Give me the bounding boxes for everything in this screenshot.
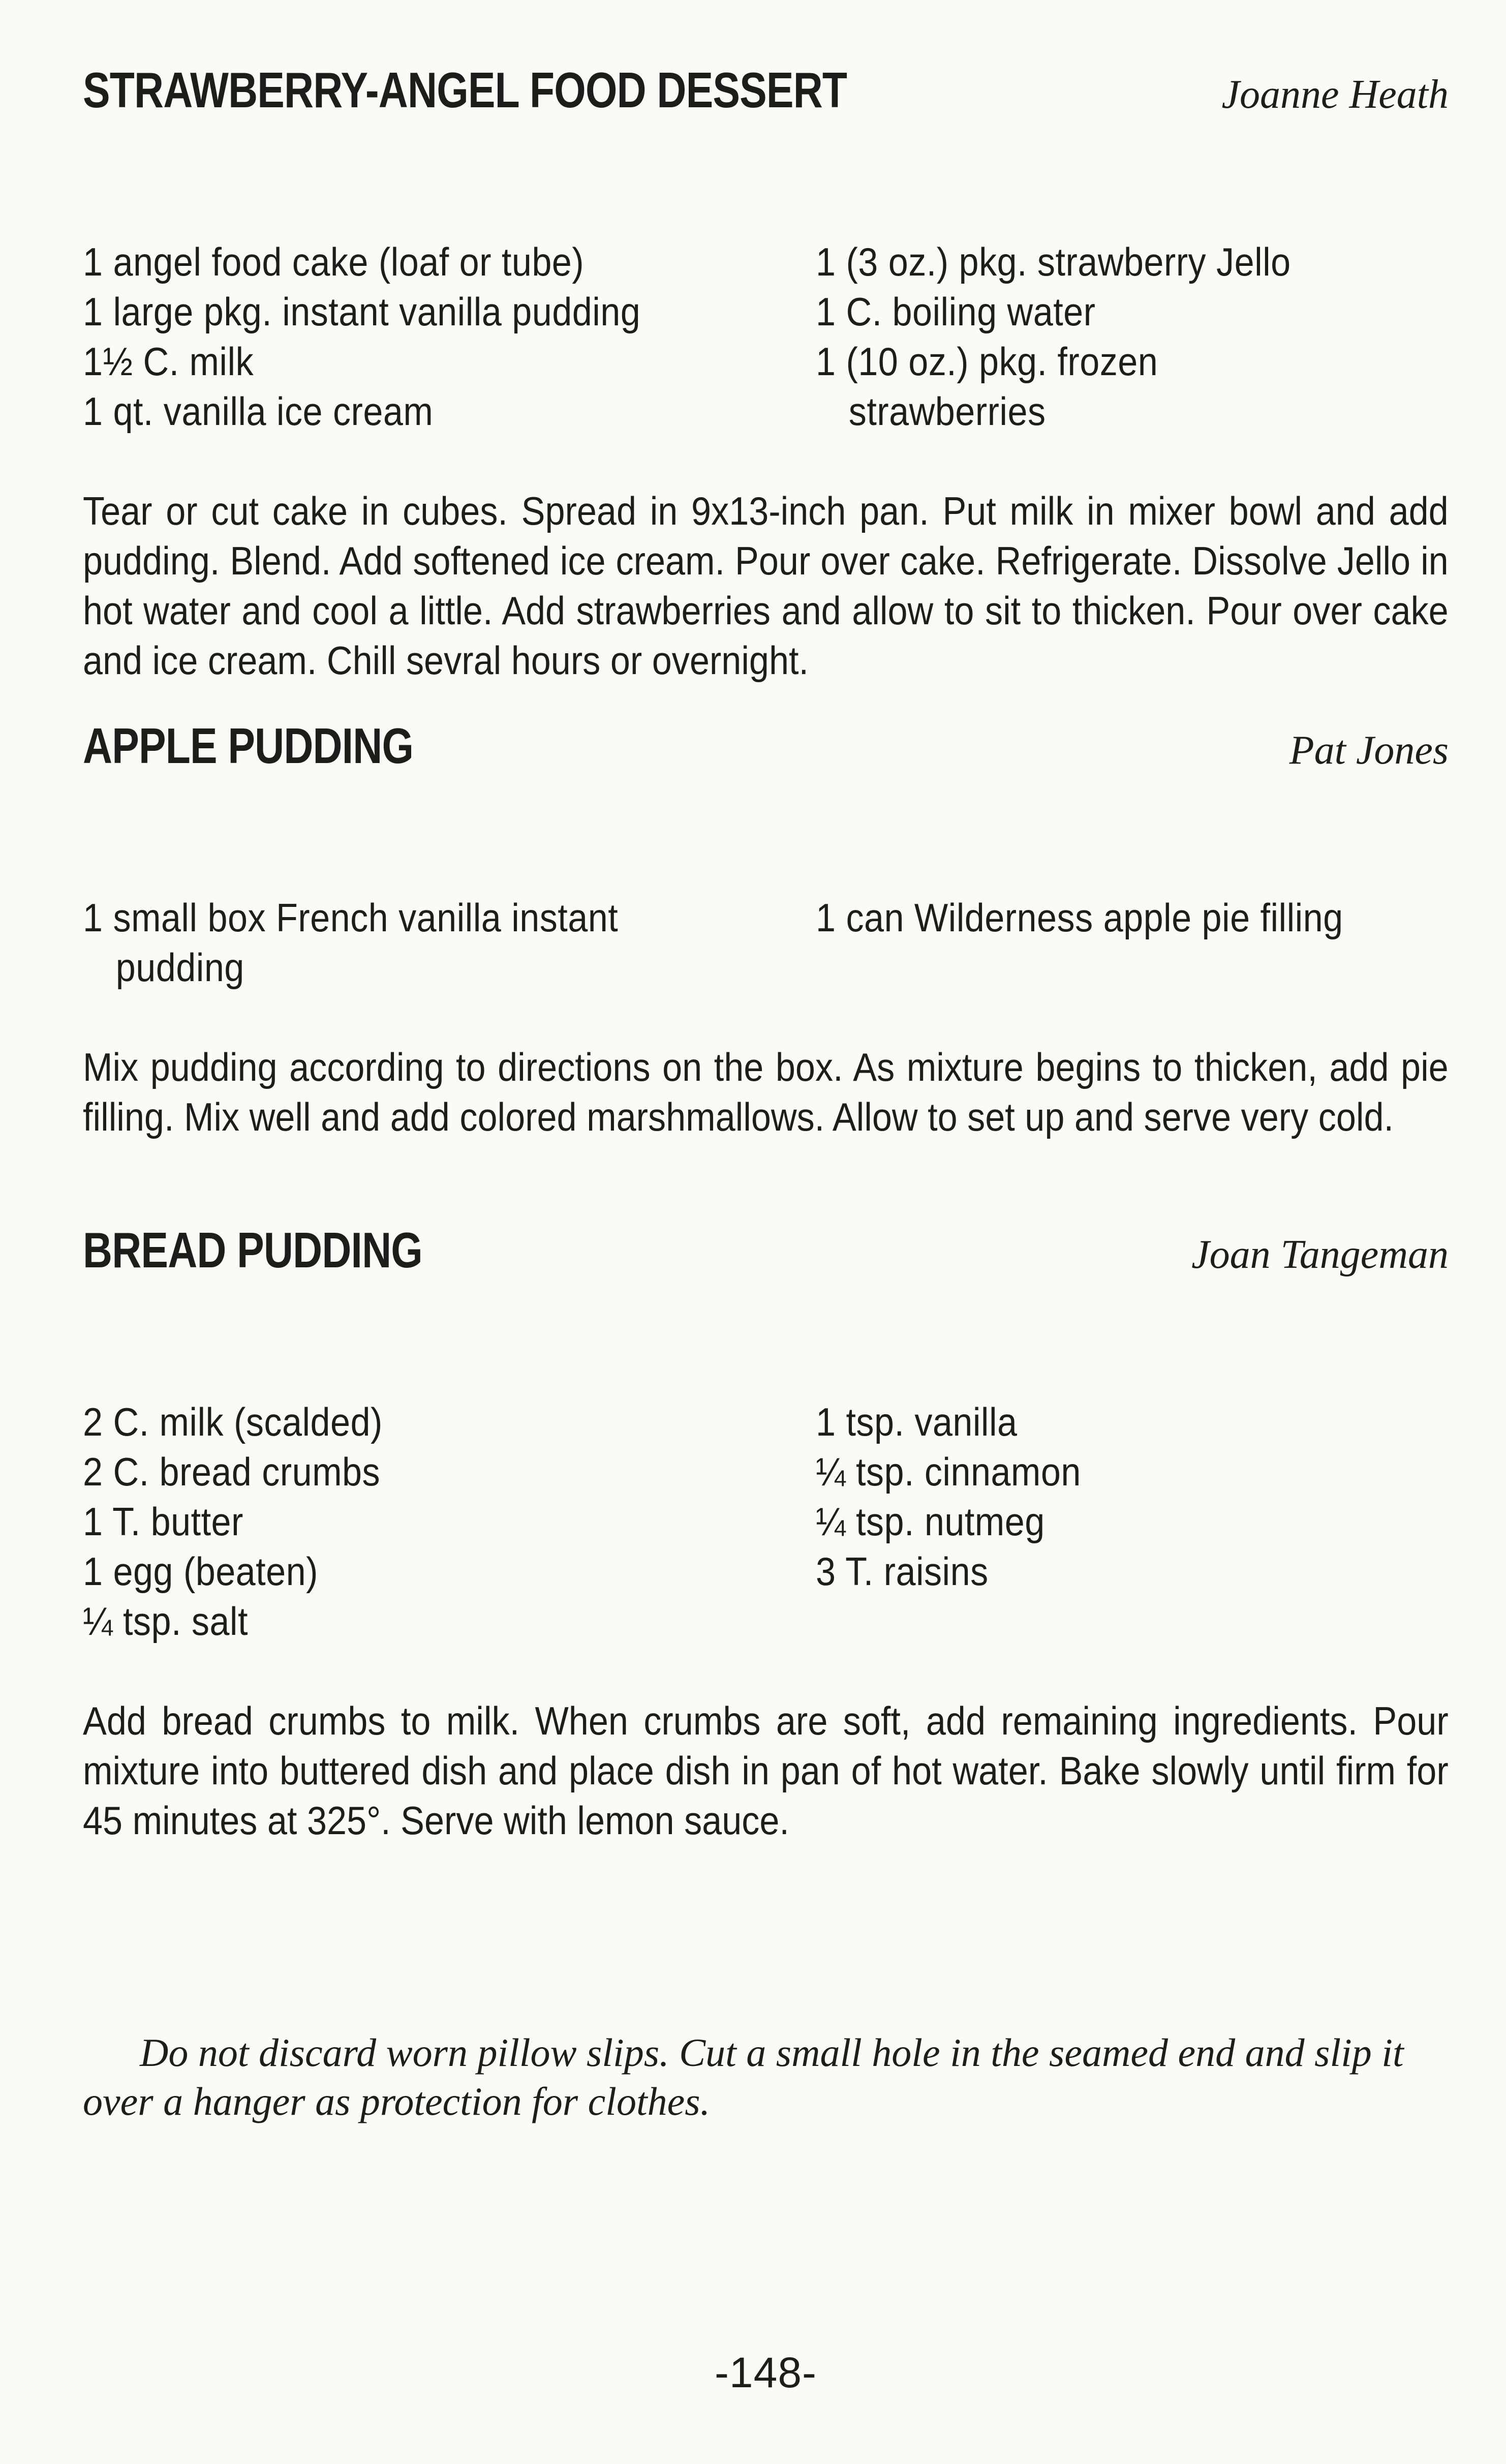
recipe-author: Joan Tangeman bbox=[1191, 1232, 1449, 1277]
ingredient-column-left bbox=[83, 237, 816, 436]
ingredient-column-right bbox=[816, 893, 1449, 992]
ingredient-item: 1 T. butter bbox=[83, 1499, 243, 1544]
ingredient-item: 2 C. milk (scalded) bbox=[83, 1400, 383, 1444]
recipe-apple-pudding bbox=[83, 718, 1449, 1142]
recipe-directions: Add bread crumbs to milk. When crumbs are soft, add remaining ingredients. Pour mixture into buttered dish and place dish in pan of hot water. Bake slowly until firm for 45 minutes at 325°. Serve with lemon sauce. bbox=[83, 1698, 1449, 1843]
ingredient-item: 1 large pkg. instant vanilla pudding bbox=[83, 289, 641, 334]
ingredient-list bbox=[83, 1397, 1449, 1646]
page-number: -148- bbox=[714, 2349, 817, 2396]
ingredient-column-left bbox=[83, 1397, 816, 1646]
ingredient-item: 1½ C. milk bbox=[83, 339, 254, 384]
ingredient-item: ¼ tsp. salt bbox=[83, 1599, 248, 1644]
recipe-directions: Tear or cut cake in cubes. Spread in 9x13-inch pan. Put milk in mixer bowl and add pudding. Blend. Add softened ice cream. Pour over cake. Refrigerate. Dissolve Jello in hot water and cool a little. Add strawberries and allow to sit to thicken. Pour over cake and ice cream. Chill sevral hours or overnight. bbox=[83, 489, 1449, 683]
recipe-title: STRAWBERRY-ANGEL FOOD DESSERT bbox=[83, 62, 847, 118]
recipe-strawberry-angel-food-dessert bbox=[83, 62, 1449, 685]
ingredient-item: 1 angel food cake (loaf or tube) bbox=[83, 239, 585, 284]
recipe-header bbox=[83, 62, 1449, 136]
ingredient-item: 2 C. bread crumbs bbox=[83, 1449, 381, 1494]
ingredient-item: ¼ tsp. nutmeg bbox=[816, 1499, 1045, 1544]
recipe-directions: Mix pudding according to directions on the box. As mixture begins to thicken, add pie filling. Mix well and add colored marshmallows. Allow to set up and serve very cold. bbox=[83, 1045, 1449, 1139]
recipe-author: Joanne Heath bbox=[1221, 72, 1449, 117]
household-tip: Do not discard worn pillow slips. Cut a small hole in the seamed end and slip it over a hanger as protection for clothes. bbox=[83, 2030, 1404, 2123]
ingredient-item: 3 T. raisins bbox=[816, 1549, 989, 1594]
ingredient-item: 1 (3 oz.) pkg. strawberry Jello bbox=[816, 239, 1291, 284]
ingredient-item: 1 qt. vanilla ice cream bbox=[83, 389, 434, 434]
ingredient-list bbox=[83, 893, 1449, 992]
ingredient-item: 1 C. boiling water bbox=[816, 289, 1096, 334]
ingredient-item: 1 small box French vanilla instant pudding bbox=[83, 895, 619, 990]
ingredient-item: 1 (10 oz.) pkg. frozen strawberries bbox=[816, 339, 1158, 434]
recipe-author: Pat Jones bbox=[1289, 728, 1449, 773]
ingredient-item: 1 egg (beaten) bbox=[83, 1549, 318, 1594]
ingredient-item: 1 can Wilderness apple pie filling bbox=[816, 895, 1343, 940]
recipe-header bbox=[83, 718, 1449, 792]
ingredient-item: 1 tsp. vanilla bbox=[816, 1400, 1018, 1444]
ingredient-column-right bbox=[816, 1397, 1449, 1646]
recipe-title: APPLE PUDDING bbox=[83, 718, 414, 774]
recipe-bread-pudding bbox=[83, 1222, 1449, 1845]
ingredient-item: ¼ tsp. cinnamon bbox=[816, 1449, 1081, 1494]
ingredient-column-right bbox=[816, 237, 1449, 436]
ingredient-list bbox=[83, 237, 1449, 436]
ingredient-column-left bbox=[83, 893, 816, 992]
recipe-title: BREAD PUDDING bbox=[83, 1222, 422, 1278]
recipe-header bbox=[83, 1222, 1449, 1296]
cookbook-page bbox=[83, 0, 1449, 2464]
